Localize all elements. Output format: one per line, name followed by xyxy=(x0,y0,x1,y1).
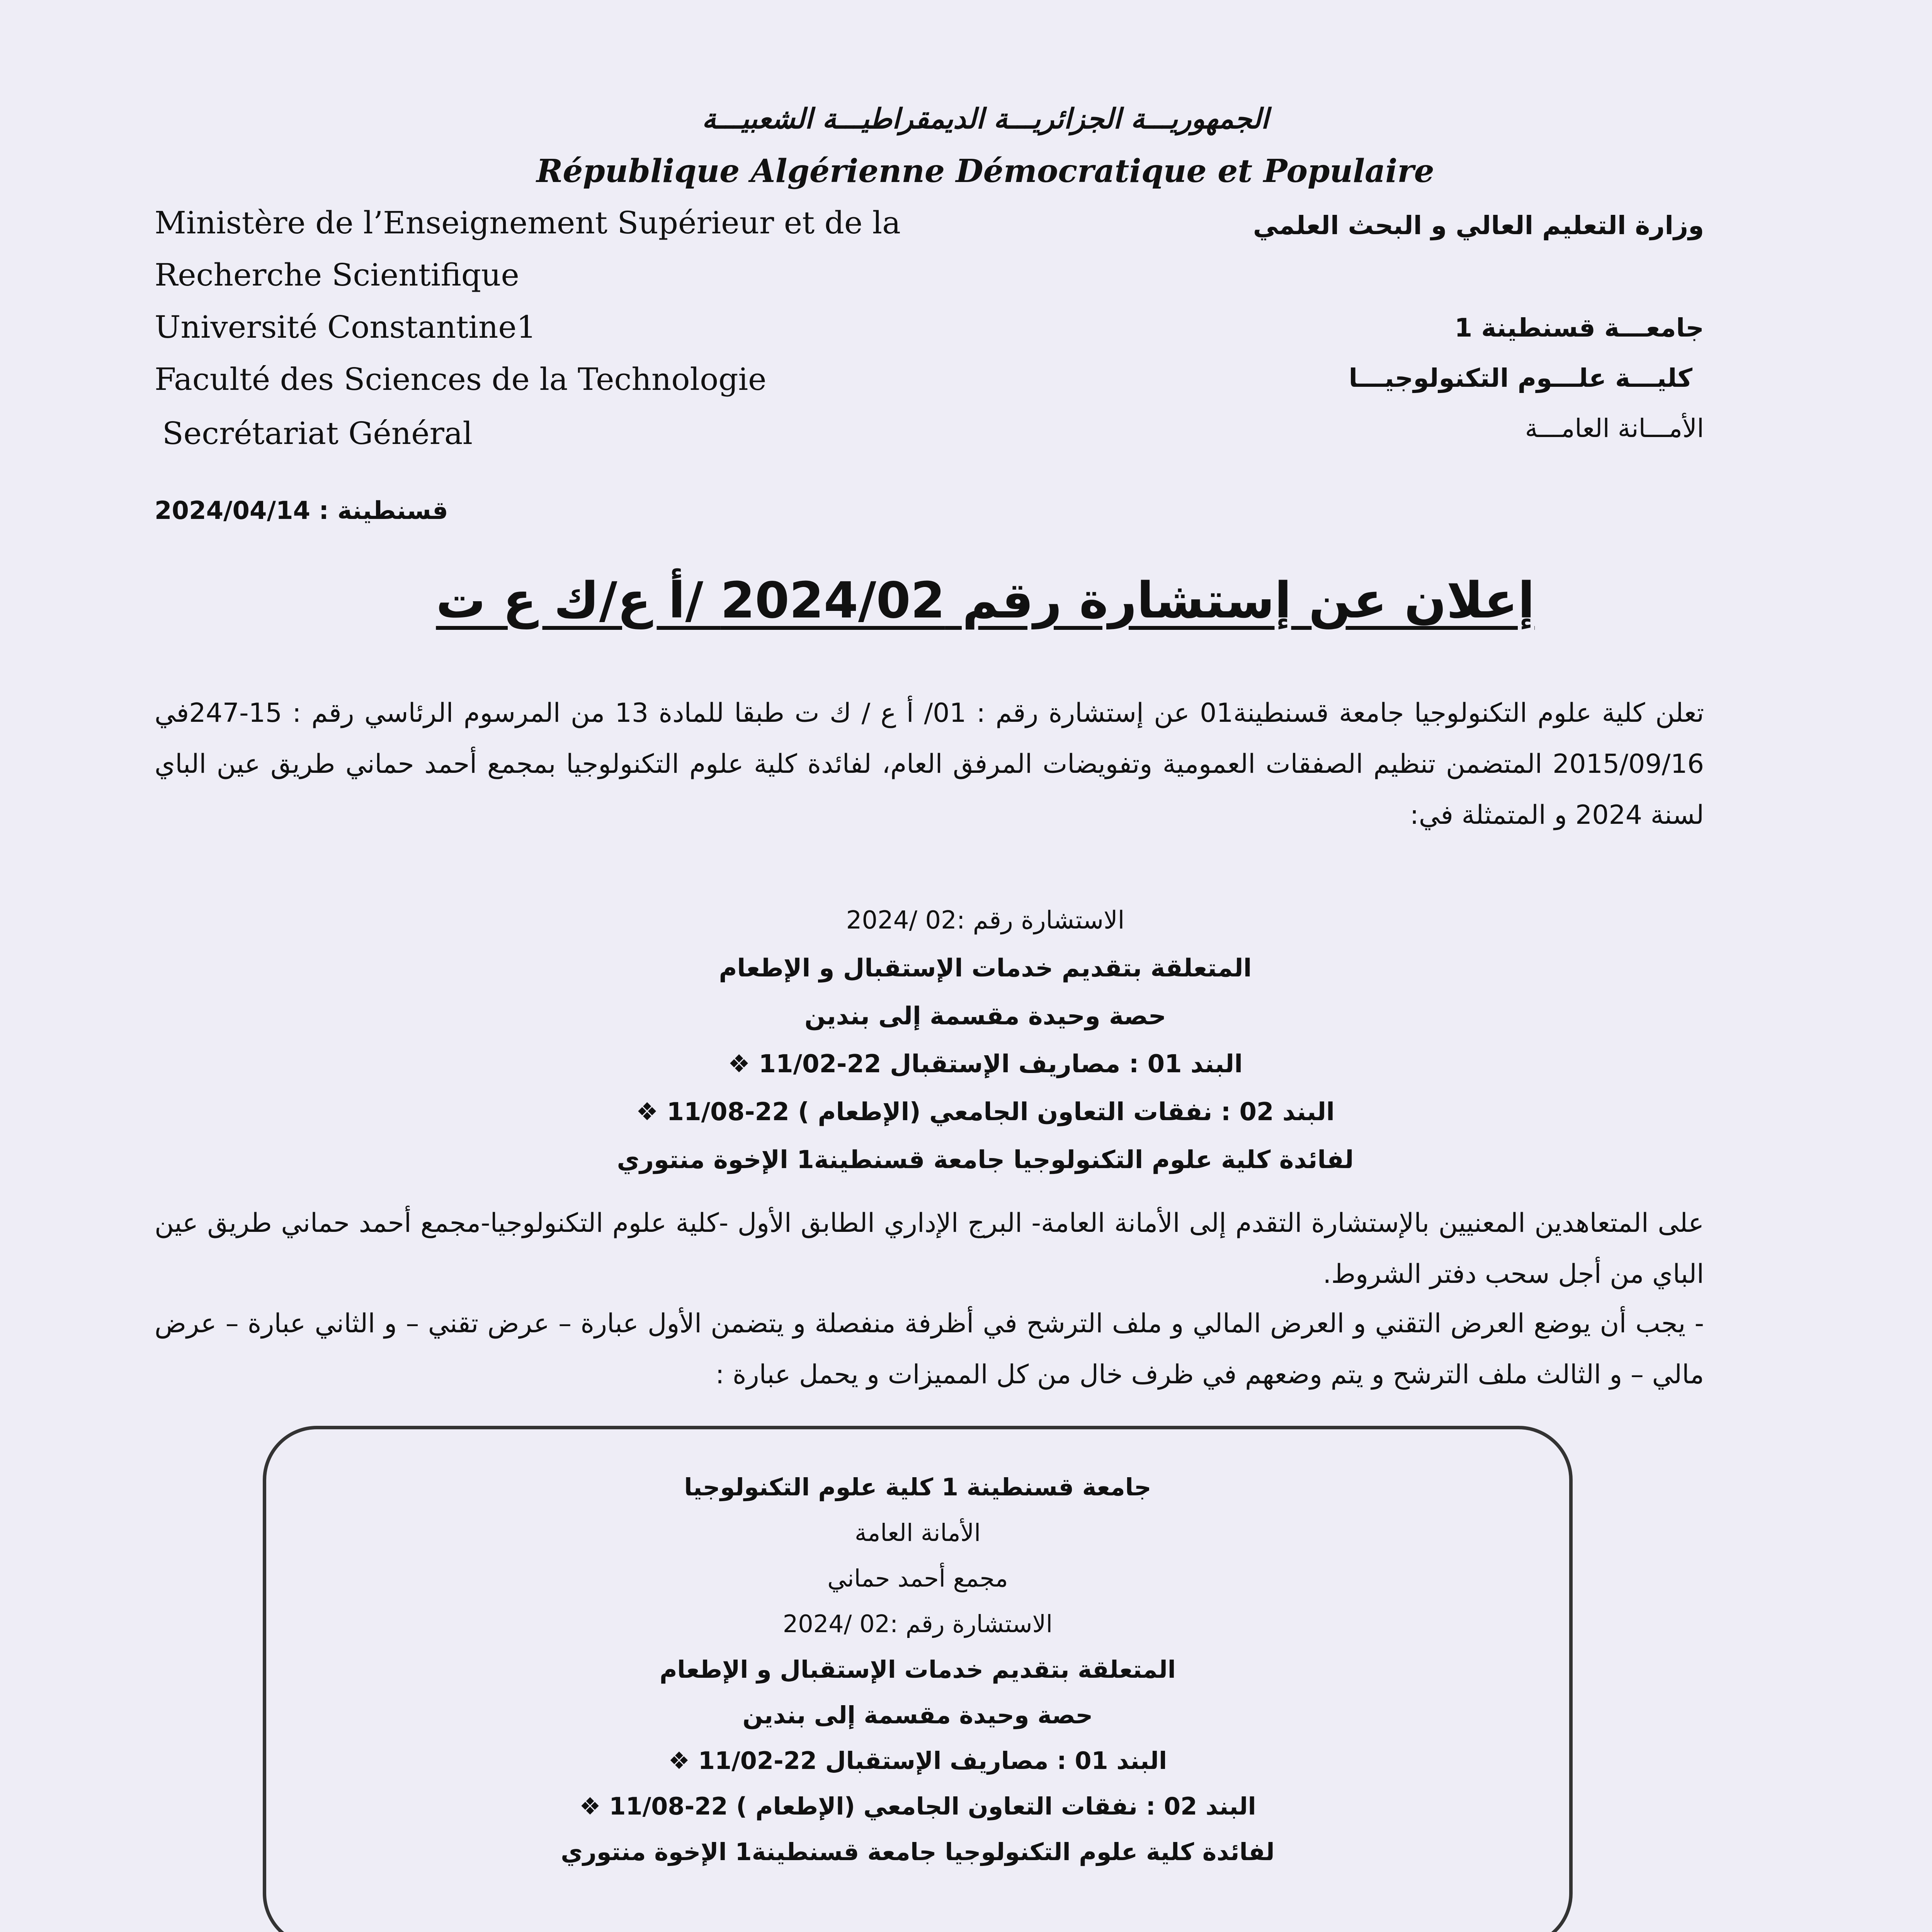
envelope-secretariat: الأمانة العامة xyxy=(854,1519,981,1547)
consultation-subject: المتعلقة بتقديم خدمات الإستقبال و الإطعام xyxy=(719,954,1252,983)
faculty-fr: Faculté des Sciences de la Technologie xyxy=(155,361,767,397)
faculty-ar: كليـــة علـــوم التكنولوجيـــا xyxy=(1349,363,1692,393)
republic-arabic: الجمهوريـــة الجزائريـــة الديمقراطيـــة الشعبيـــة xyxy=(702,102,1269,135)
ministry-fr-line1: Ministère de l’Enseignement Supérieur et de la xyxy=(155,205,901,241)
envelope-number: الاستشارة رقم :02 /2024 xyxy=(782,1610,1053,1638)
envelope-university: جامعة قسنطينة 1 كلية علوم التكنولوجيا xyxy=(684,1473,1151,1501)
consultation-beneficiary: لفائدة كلية علوم التكنولوجيا جامعة قسنطينة1 الإخوة منتوري xyxy=(617,1146,1354,1174)
consultation-item-1: البند 01 : مصاريف الإستقبال 22-11/02 ❖ xyxy=(444,1040,1526,1088)
envelope-subject: المتعلقة بتقديم خدمات الإستقبال و الإطعام xyxy=(659,1655,1176,1684)
university-ar: جامعـــة قسنطينة 1 xyxy=(1454,313,1704,343)
consultation-lot: حصة وحيدة مقسمة إلى بندين xyxy=(804,1002,1166,1031)
envelope-campus: مجمع أحمد حماني xyxy=(827,1564,1008,1592)
intro-paragraph: تعلن كلية علوم التكنولوجيا جامعة قسنطينة01 عن إستشارة رقم : 01/ أ ع / ك ت طبقا للمادة 13 من المرسوم الرئاسي رقم : 15-247في 2015/09/16 المتضمن تنظيم الصفقات العمومية وتفويضات المرفق العام، لفائدة كلية علوم التكنولوجيا بمجمع أحمد حماني طريق عين الباي لسنة 2024 و المتمثلة في: xyxy=(155,698,1704,830)
ministry-fr-line2: Recherche Scientifique xyxy=(155,257,519,293)
republic-french: République Algérienne Démocratique et Populaire xyxy=(536,153,1434,190)
consultation-block xyxy=(444,896,1526,1184)
university-fr: Université Constantine1 xyxy=(155,309,536,345)
instructions-paragraph-1: على المتعاهدين المعنيين بالإستشارة التقدم إلى الأمانة العامة- البرج الإداري الطابق الأول -كلية علوم التكنولوجيا-مجمع أحمد حماني طريق عين الباي من أجل سحب دفتر الشروط. xyxy=(155,1208,1704,1289)
ministry-ar: وزارة التعليم العالي و البحث العلمي xyxy=(1253,211,1704,240)
secretariat-ar: الأمـــانة العامـــة xyxy=(1525,413,1704,443)
consultation-item-2: البند 02 : نفقات التعاون الجامعي (الإطعام ) 22-11/08 ❖ xyxy=(444,1088,1526,1136)
document-date: قسنطينة : 2024/04/14 xyxy=(155,497,448,525)
consultation-number: الاستشارة رقم :02 /2024 xyxy=(846,906,1125,935)
envelope-item-2: البند 02 : نفقات التعاون الجامعي (الإطعام ) 22-11/08 ❖ xyxy=(301,1784,1534,1829)
announcement-title: إعلان عن إستشارة رقم 2024/02 /أ ع/ك ع ت xyxy=(436,572,1535,629)
envelope-lot: حصة وحيدة مقسمة إلى بندين xyxy=(742,1701,1093,1729)
envelope-item-1: البند 01 : مصاريف الإستقبال 22-11/02 ❖ xyxy=(301,1738,1534,1784)
envelope-beneficiary: لفائدة كلية علوم التكنولوجيا جامعة قسنطينة1 الإخوة منتوري xyxy=(561,1838,1275,1866)
envelope-label-text xyxy=(301,1464,1534,1875)
secretariat-fr: Secrétariat Général xyxy=(162,415,473,451)
instructions-paragraph-2: - يجب أن يوضع العرض التقني و العرض المالي و ملف الترشح في أظرفة منفصلة و يتضمن الأول عبارة – عرض تقني – و الثاني عبارة – عرض مالي – و الثالث ملف الترشح و يتم وضعهم في ظرف خال من كل المميزات و يحمل عبارة : xyxy=(155,1308,1704,1390)
